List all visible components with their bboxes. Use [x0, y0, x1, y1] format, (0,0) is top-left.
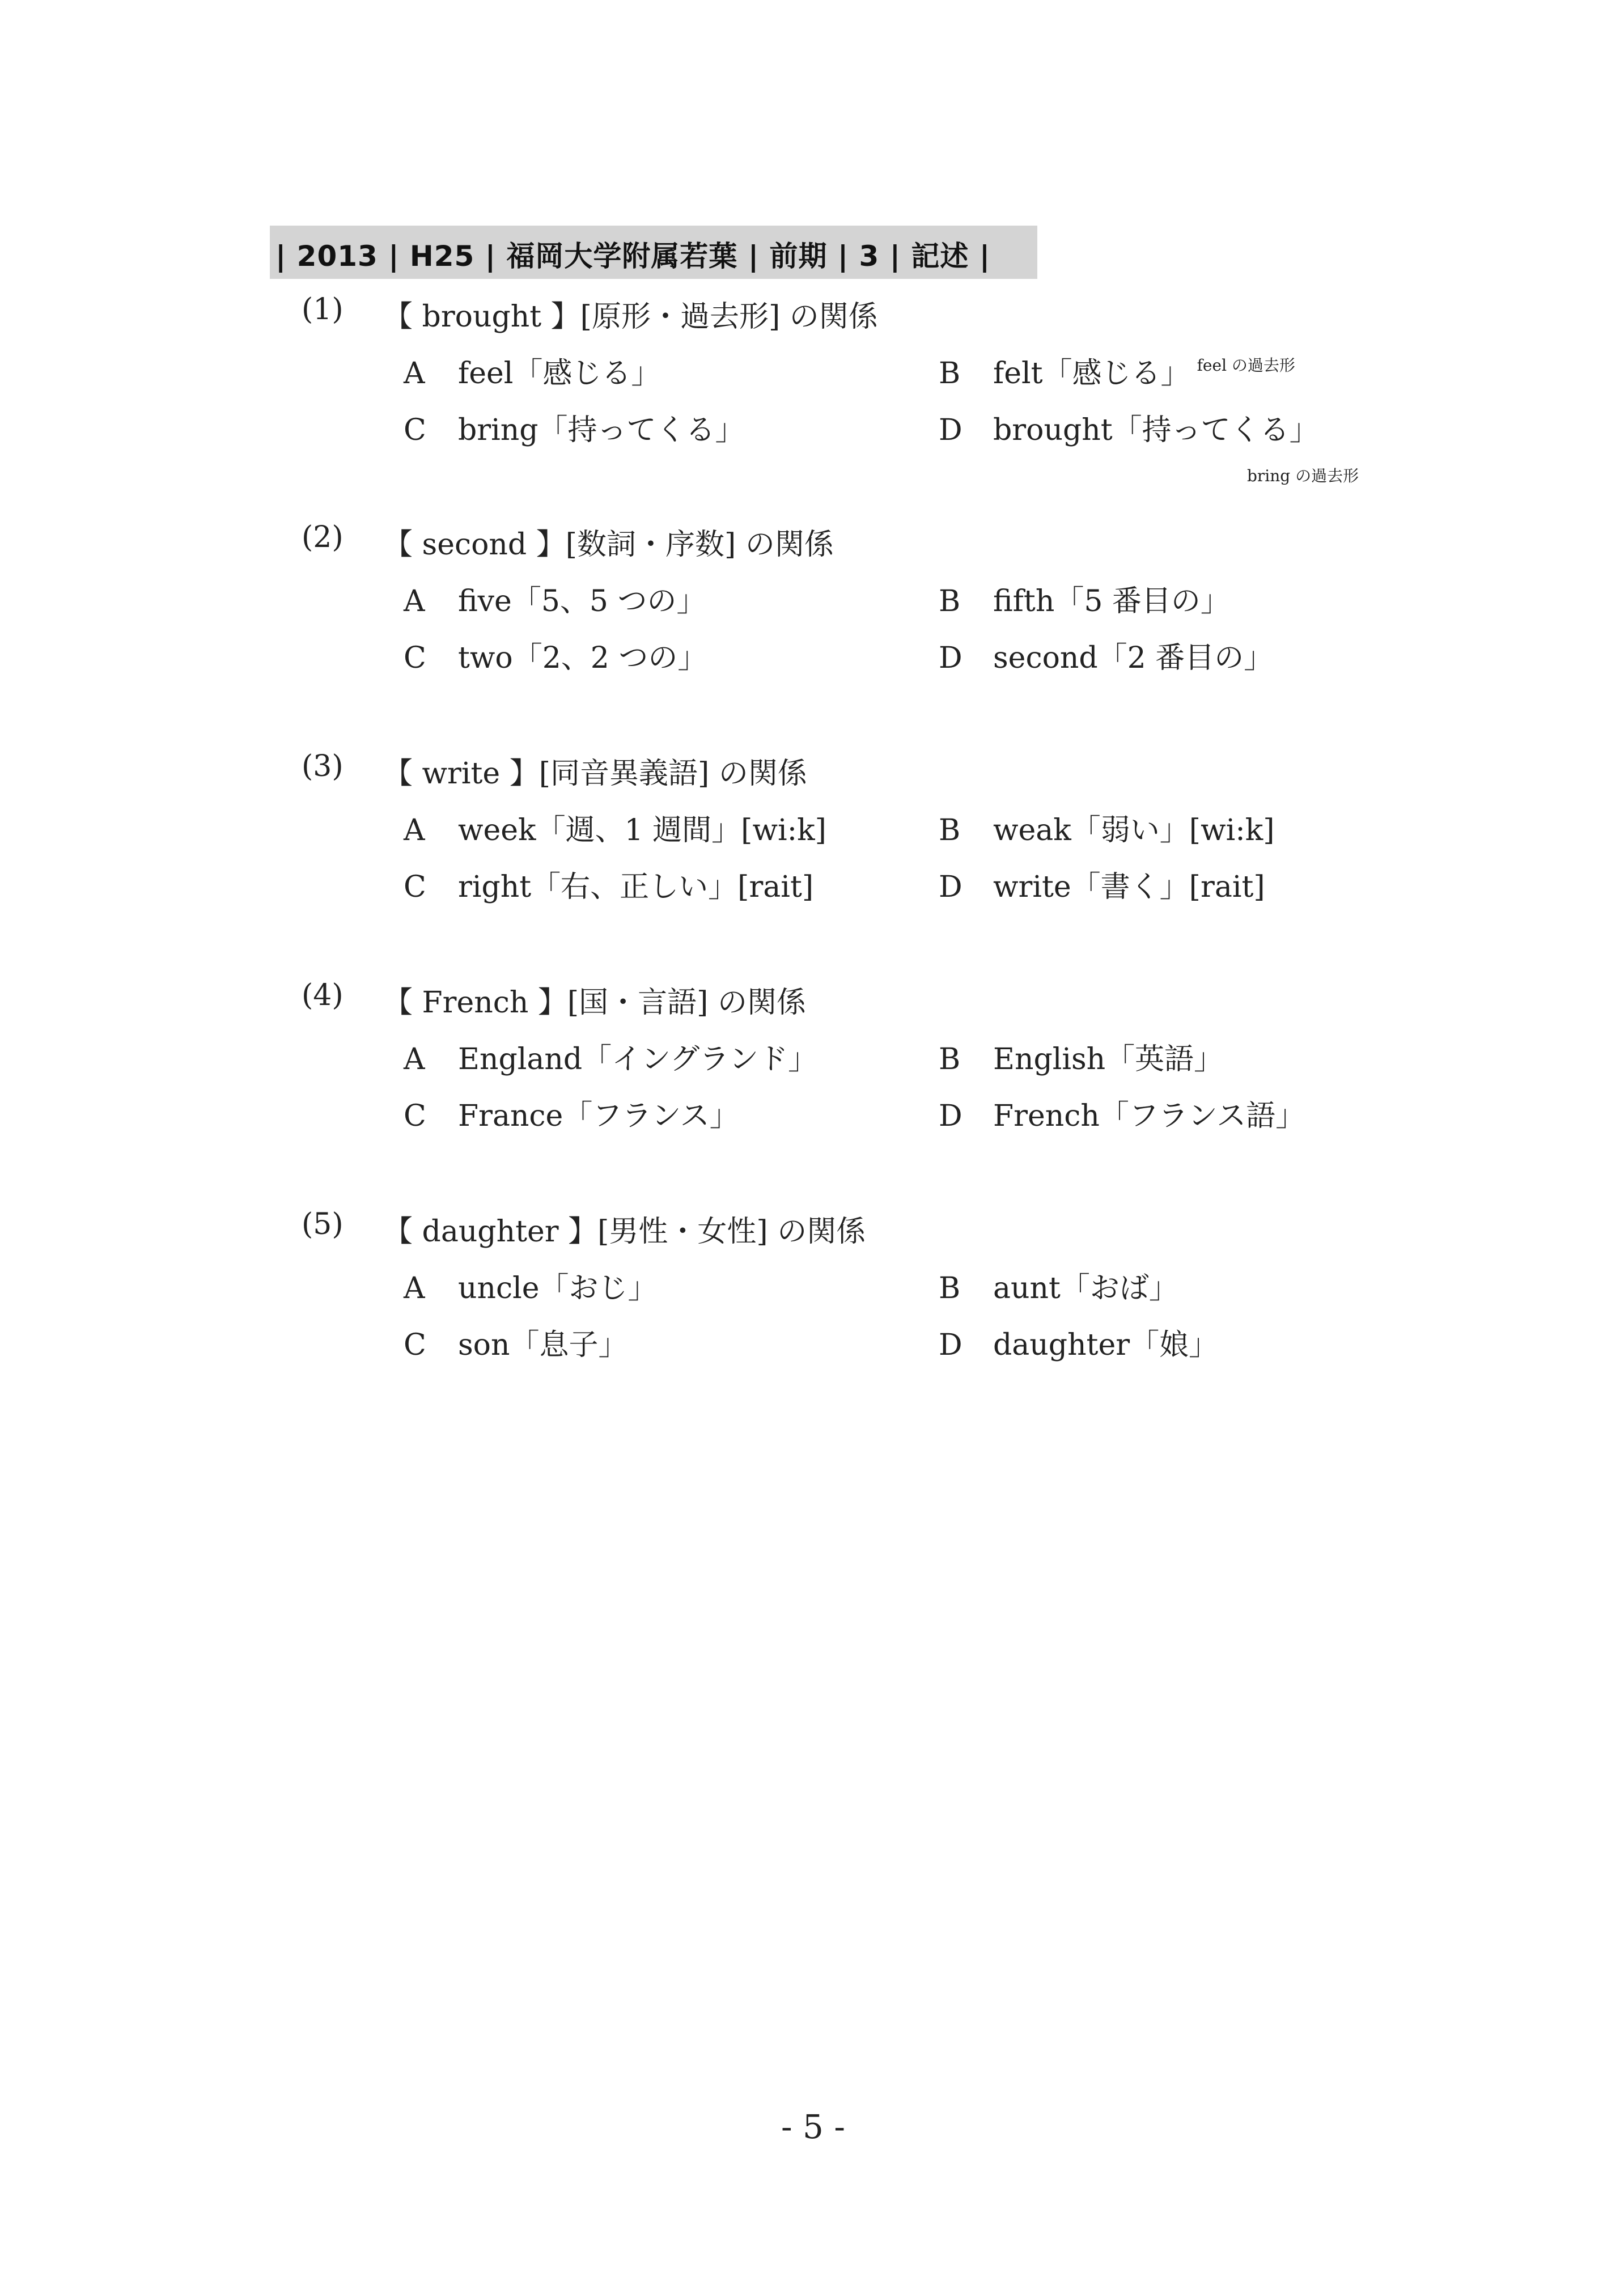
option-c — [404, 1092, 739, 1134]
option-text: aunt「おば」 — [993, 1271, 1178, 1305]
option-text: five「5、5 つの」 — [458, 584, 706, 618]
option-text: uncle「おじ」 — [458, 1271, 658, 1305]
option-letter: A — [404, 1042, 425, 1076]
option-letter: C — [404, 1099, 426, 1133]
option-text: England「イングランド」 — [458, 1042, 818, 1076]
option-c — [404, 863, 813, 905]
option-d — [939, 863, 1265, 905]
option-d — [939, 634, 1273, 676]
question-prompt: 【 daughter 】[男性・女性] の関係 — [383, 1215, 866, 1249]
option-letter: B — [939, 584, 961, 618]
option-text: write「書く」[rait] — [993, 870, 1265, 904]
question-number: (4) — [302, 978, 344, 1012]
option-b — [939, 1264, 1178, 1307]
option-text: two「2、2 つの」 — [458, 641, 707, 675]
annotation-note: feel の過去形 — [1197, 356, 1295, 375]
option-text: English「英語」 — [993, 1042, 1224, 1076]
question-prompt: 【 second 】[数詞・序数] の関係 — [383, 528, 834, 562]
question-prompt: 【 brought 】[原形・過去形] の関係 — [383, 300, 878, 334]
option-c — [404, 1321, 627, 1363]
option-letter: B — [939, 813, 961, 847]
question-number: (2) — [302, 520, 344, 554]
option-a — [404, 1035, 817, 1078]
option-b — [939, 806, 1275, 849]
option-text: week「週、1 週間」[wi:k] — [458, 813, 826, 847]
option-b — [939, 1035, 1223, 1078]
option-letter: A — [404, 1271, 425, 1305]
option-d — [939, 1092, 1305, 1134]
option-letter: C — [404, 1328, 426, 1362]
option-letter: C — [404, 413, 426, 447]
option-letter: A — [404, 813, 425, 847]
option-letter: D — [939, 413, 962, 447]
option-letter: C — [404, 870, 426, 904]
option-letter: B — [939, 1271, 961, 1305]
annotation-note: bring の過去形 — [1247, 467, 1359, 485]
option-letter: D — [939, 1099, 962, 1133]
option-d — [939, 1321, 1218, 1363]
option-letter: D — [939, 1328, 962, 1362]
option-letter: A — [404, 584, 425, 618]
option-text: brought「持ってくる」 — [993, 413, 1319, 447]
option-letter: A — [404, 357, 425, 391]
page-number: - 5 - — [781, 2108, 845, 2146]
option-text: weak「弱い」[wi:k] — [993, 813, 1275, 847]
option-d — [939, 406, 1319, 448]
option-letter: D — [939, 870, 962, 904]
option-b — [939, 349, 1295, 392]
question-prompt: 【 French 】[国・言語] の関係 — [383, 986, 806, 1020]
option-a — [404, 349, 660, 392]
option-text: felt「感じる」 — [993, 357, 1190, 391]
option-text: bring「持ってくる」 — [458, 413, 745, 447]
option-a — [404, 1264, 658, 1307]
option-text: French「フランス語」 — [993, 1099, 1305, 1133]
option-text: fifth「5 番目の」 — [993, 584, 1230, 618]
question-number: (1) — [302, 292, 344, 326]
option-text: feel「感じる」 — [458, 357, 661, 391]
question-number: (3) — [302, 749, 344, 783]
option-c — [404, 634, 707, 676]
option-text: right「右、正しい」[rait] — [458, 870, 814, 904]
option-text: France「フランス」 — [458, 1099, 739, 1133]
option-text: second「2 番目の」 — [993, 641, 1274, 675]
question-number: (5) — [302, 1207, 344, 1241]
option-b — [939, 577, 1230, 620]
option-a — [404, 806, 826, 849]
option-letter: D — [939, 641, 962, 675]
option-text: daughter「娘」 — [993, 1328, 1219, 1362]
exam-header: | 2013 | H25 | 福岡大学附属若葉 | 前期 | 3 | 記述 | — [275, 240, 991, 273]
option-letter: C — [404, 641, 426, 675]
question-prompt: 【 write 】[同音異義語] の関係 — [383, 757, 807, 791]
option-a — [404, 577, 706, 620]
option-c — [404, 406, 745, 448]
option-letter: B — [939, 357, 961, 391]
option-letter: B — [939, 1042, 961, 1076]
option-text: son「息子」 — [458, 1328, 628, 1362]
